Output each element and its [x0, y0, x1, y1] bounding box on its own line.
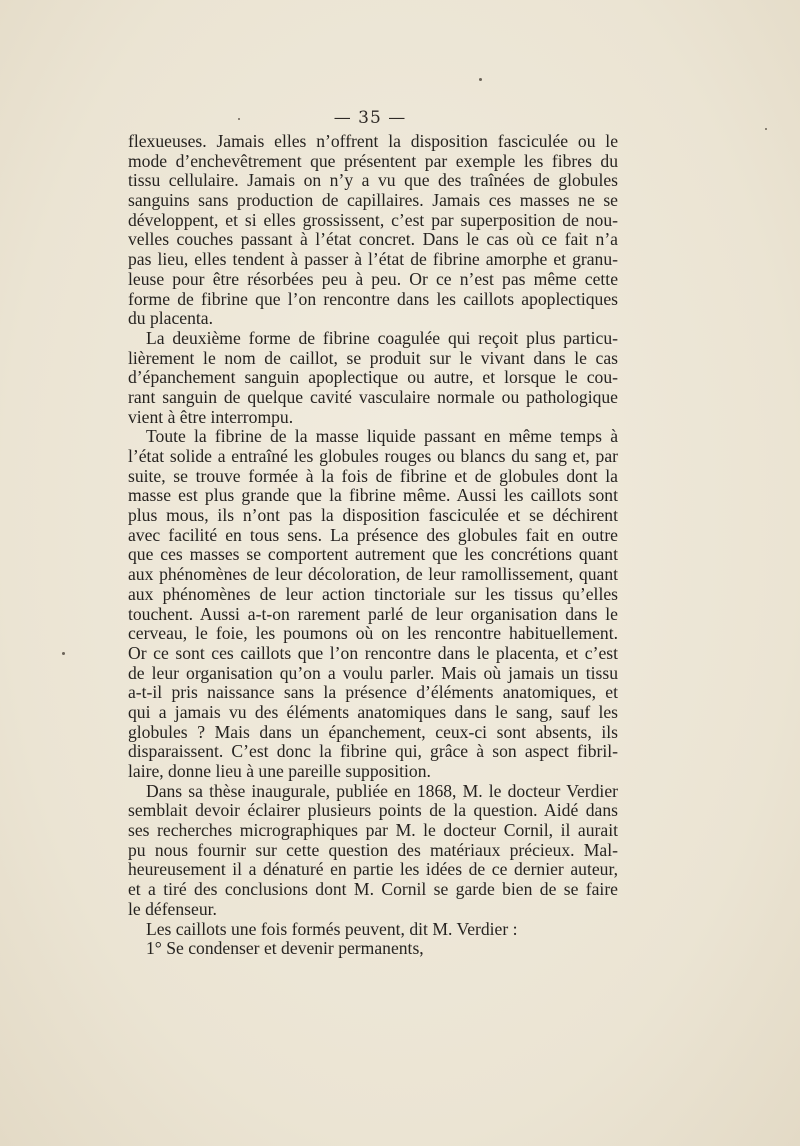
text-line: pas lieu, elles tendent à passer à l’état de fibrine amorphe et granu- — [128, 249, 618, 270]
text-line: a-t-il pris naissance sans la présence d’éléments anatomiques, et — [128, 682, 618, 703]
text-line: Dans sa thèse inaugurale, publiée en 1868, M. le docteur Verdier — [146, 780, 618, 801]
text-line: qui a jamais vu des éléments anatomiques dans le sang, sauf les — [128, 701, 618, 722]
paper-speck — [765, 128, 767, 130]
text-line: aux phénomènes de leur décoloration, de leur ramollissement, quant — [128, 564, 618, 585]
text-line: rant sanguin de quelque cavité vasculaire normale ou pathologique — [128, 386, 618, 407]
text-line: d’épanchement sanguin apoplectique ou autre, et lorsque le cou- — [128, 367, 618, 388]
text-line: pu nous fournir sur cette question des matériaux précieux. Mal- — [128, 839, 618, 860]
text-line: Toute la fibrine de la masse liquide passant en même temps à — [146, 426, 618, 447]
text-line: suite, se trouve formée à la fois de fibrine et de globules dont la — [128, 465, 618, 486]
paper-speck — [479, 78, 482, 81]
text-line: flexueuses. Jamais elles n’offrent la disposition fasciculée ou le — [128, 131, 618, 151]
text-line: aux phénomènes de leur action tinctoriale sur les tissus qu’elles — [128, 583, 618, 604]
text-line: tissu cellulaire. Jamais on n’y a vu que des traînées de globules — [128, 170, 618, 191]
text-line: forme de fibrine que l’on rencontre dans les caillots apoplectiques — [128, 288, 618, 309]
text-line: avec facilité en tous sens. La présence des globules fait en outre — [128, 524, 618, 545]
text-line: le défenseur. — [128, 898, 217, 919]
text-line: semblait devoir éclairer plusieurs points de la question. Aidé dans — [128, 800, 618, 821]
text-line: que ces masses se comportent autrement que les concrétions quant — [128, 544, 618, 565]
text-line: mode d’enchevêtrement que présentent par exemple les fibres du — [128, 150, 618, 171]
text-line: de leur organisation qu’on a voulu parler. Mais où jamais un tissu — [128, 662, 618, 683]
text-line: 1° Se condenser et devenir permanents, — [146, 938, 424, 959]
text-line: et a tiré des conclusions dont M. Cornil se garde bien de se faire — [128, 879, 618, 900]
text-line: touchent. Aussi a-t-on rarement parlé de leur organisation dans le — [128, 603, 618, 624]
text-line: velles couches passant à l’état concret. Dans le cas où ce fait n’a — [128, 229, 618, 250]
text-line: Or ce sont ces caillots que l’on rencontre dans le placenta, et c’est — [128, 642, 618, 663]
page-number: — 35 — — [333, 108, 407, 128]
text-line: leuse pour être résorbées peu à peu. Or ce n’est pas même cette — [128, 268, 618, 289]
text-line: laire, donne lieu à une pareille supposition. — [128, 761, 431, 781]
text-line: l’état solide a entraîné les globules rouges ou blancs du sang et, par — [128, 446, 618, 466]
text-line: masse est plus grande que la fibrine même. Aussi les caillots sont — [128, 485, 618, 506]
text-line: globules ? Mais dans un épanchement, ceux-ci sont absents, ils — [128, 721, 618, 742]
text-line: lièrement le nom de caillot, se produit sur le vivant dans le cas — [128, 347, 618, 368]
paper-speck — [238, 118, 240, 120]
body-text — [128, 132, 618, 959]
text-line: ses recherches micrographiques par M. le docteur Cornil, il aurait — [128, 820, 618, 841]
text-line: plus mous, ils n’ont pas la disposition fasciculée et se déchirent — [128, 505, 618, 526]
text-line: disparaissent. C’est donc la fibrine qui, grâce à son aspect fibril- — [128, 741, 618, 762]
text-line: heureusement il a dénaturé en partie les idées de ce dernier auteur, — [128, 859, 618, 880]
paper-speck — [62, 652, 65, 655]
text-line: sanguins sans production de capillaires. Jamais ces masses ne se — [128, 190, 618, 211]
text-line: du placenta. — [128, 308, 213, 329]
text-line: cerveau, le foie, les poumons où on les rencontre habituellement. — [128, 623, 618, 644]
text-line: La deuxième forme de fibrine coagulée qui reçoit plus particu- — [146, 327, 618, 348]
text-line: développent, et si elles grossissent, c’est par superposition de nou- — [128, 209, 618, 230]
text-line: vient à être interrompu. — [128, 406, 294, 427]
text-line: Les caillots une fois formés peuvent, dit M. Verdier : — [146, 918, 518, 939]
